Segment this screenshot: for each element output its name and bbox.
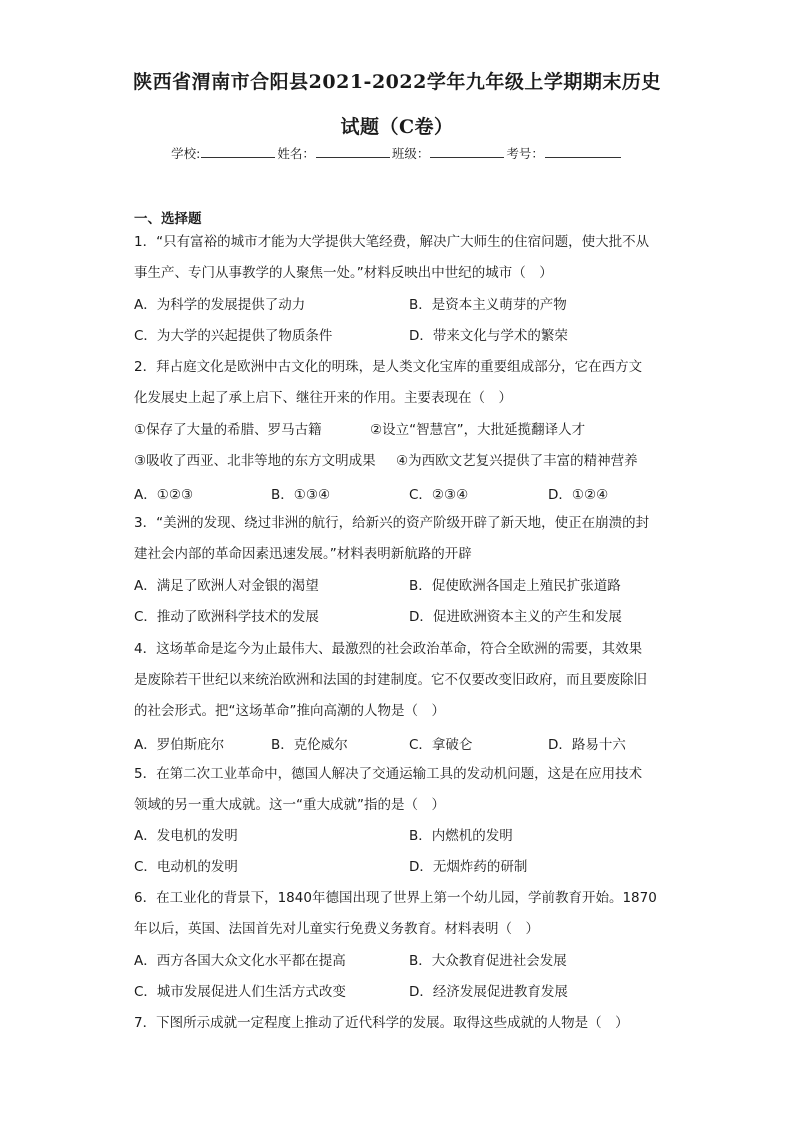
question-2-item-1: ①保存了大量的希腊、罗马古籍	[134, 422, 322, 438]
question-5-option-c[interactable]: C．电动机的发明	[134, 859, 238, 875]
question-4-line-3: 的社会形式。把“这场革命”推向高潮的人物是（ ）	[134, 703, 445, 719]
question-2-line-1: 2．拜占庭文化是欧洲中古文化的明珠，是人类文化宝库的重要组成部分，它在西方文	[134, 359, 643, 375]
school-blank[interactable]	[201, 145, 275, 158]
question-1-line-1: 1．“只有富裕的城市才能为大学提供大笔经费，解决广大师生的住宿问题，使大批不从	[134, 234, 650, 250]
question-3-line-2: 建社会内部的革命因素迅速发展。”材料表明新航路的开辟	[134, 546, 472, 562]
question-6-line-1: 6．在工业化的背景下，1840年德国出现了世界上第一个幼儿园，学前教育开始。1870	[134, 890, 657, 906]
question-5-line-1: 5．在第二次工业革命中，德国人解决了交通运输工具的发动机问题，这是在应用技术	[134, 766, 643, 782]
question-3-option-a[interactable]: A．满足了欧洲人对金银的渴望	[134, 578, 319, 594]
question-4-option-d[interactable]: D．路易十六	[548, 737, 626, 753]
exam-title-line1: 陕西省渭南市合阳县2021-2022学年九年级上学期期末历史	[133, 71, 661, 93]
question-4-line-2: 是废除若干世纪以来统治欧洲和法国的封建制度。它不仅要改变旧政府，而且要废除旧	[134, 672, 647, 688]
question-3-line-1: 3．“美洲的发现、绕过非洲的航行，给新兴的资产阶级开辟了新天地，使正在崩溃的封	[134, 515, 650, 531]
question-6-option-d[interactable]: D．经济发展促进教育发展	[409, 984, 568, 1000]
question-5-line-2: 领域的另一重大成就。这一“重大成就”指的是（ ）	[134, 797, 445, 813]
question-1-option-c[interactable]: C．为大学的兴起提供了物质条件	[134, 328, 333, 344]
question-2-item-3: ③吸收了西亚、北非等地的东方文明成果	[134, 453, 376, 469]
school-label: 学校:	[171, 146, 201, 161]
question-2-option-d[interactable]: D．①②④	[548, 487, 609, 503]
question-2-item-2: ②设立“智慧宫”，大批延揽翻译人才	[370, 422, 586, 438]
question-4-option-b[interactable]: B．克伦威尔	[271, 737, 348, 753]
question-1-option-a[interactable]: A．为科学的发展提供了动力	[134, 297, 306, 313]
name-label: 姓名：	[277, 146, 315, 161]
number-blank[interactable]	[545, 145, 621, 158]
question-5-option-d[interactable]: D．无烟炸药的研制	[409, 859, 528, 875]
question-2-item-4: ④为西欧文艺复兴提供了丰富的精神营养	[396, 453, 638, 469]
question-2-line-2: 化发展史上起了承上启下、继往开来的作用。主要表现在（ ）	[134, 390, 512, 406]
question-4-option-c[interactable]: C．拿破仑	[409, 737, 473, 753]
question-6-option-c[interactable]: C．城市发展促进人们生活方式改变	[134, 984, 346, 1000]
question-1-line-2: 事生产、专门从事教学的人聚焦一处。”材料反映出中世纪的城市（ ）	[134, 265, 553, 281]
question-3-option-c[interactable]: C．推动了欧洲科学技术的发展	[134, 609, 319, 625]
question-1-option-b[interactable]: B．是资本主义萌芽的产物	[409, 297, 567, 313]
question-4-option-a[interactable]: A．罗伯斯庇尔	[134, 737, 225, 753]
question-3-option-b[interactable]: B．促使欧洲各国走上殖民扩张道路	[409, 578, 621, 594]
number-label: 考号：	[506, 146, 544, 161]
student-info-row	[0, 144, 794, 162]
question-2-option-b[interactable]: B．①③④	[271, 487, 331, 503]
question-3-option-d[interactable]: D．促进欧洲资本主义的产生和发展	[409, 609, 622, 625]
question-1-option-d[interactable]: D．带来文化与学术的繁荣	[409, 328, 568, 344]
question-4-line-1: 4．这场革命是迄今为止最伟大、最激烈的社会政治革命，符合全欧洲的需要，其效果	[134, 641, 643, 657]
section-title: 一、选择题	[134, 211, 202, 227]
exam-title-line2: 试题（C卷）	[340, 116, 454, 138]
question-6-option-b[interactable]: B．大众教育促进社会发展	[409, 953, 567, 969]
name-blank[interactable]	[316, 145, 390, 158]
question-5-option-b[interactable]: B．内燃机的发明	[409, 828, 513, 844]
question-5-option-a[interactable]: A．发电机的发明	[134, 828, 238, 844]
question-2-option-c[interactable]: C．②③④	[409, 487, 469, 503]
class-label: 班级：	[391, 146, 430, 161]
question-2-option-a[interactable]: A．①②③	[134, 487, 194, 503]
question-6-option-a[interactable]: A．西方各国大众文化水平都在提高	[134, 953, 346, 969]
class-blank[interactable]	[430, 145, 504, 158]
question-6-line-2: 年以后，英国、法国首先对儿童实行免费义务教育。材料表明（ ）	[134, 921, 539, 937]
question-7-line-1: 7．下图所示成就一定程度上推动了近代科学的发展。取得这些成就的人物是（ ）	[134, 1015, 629, 1031]
